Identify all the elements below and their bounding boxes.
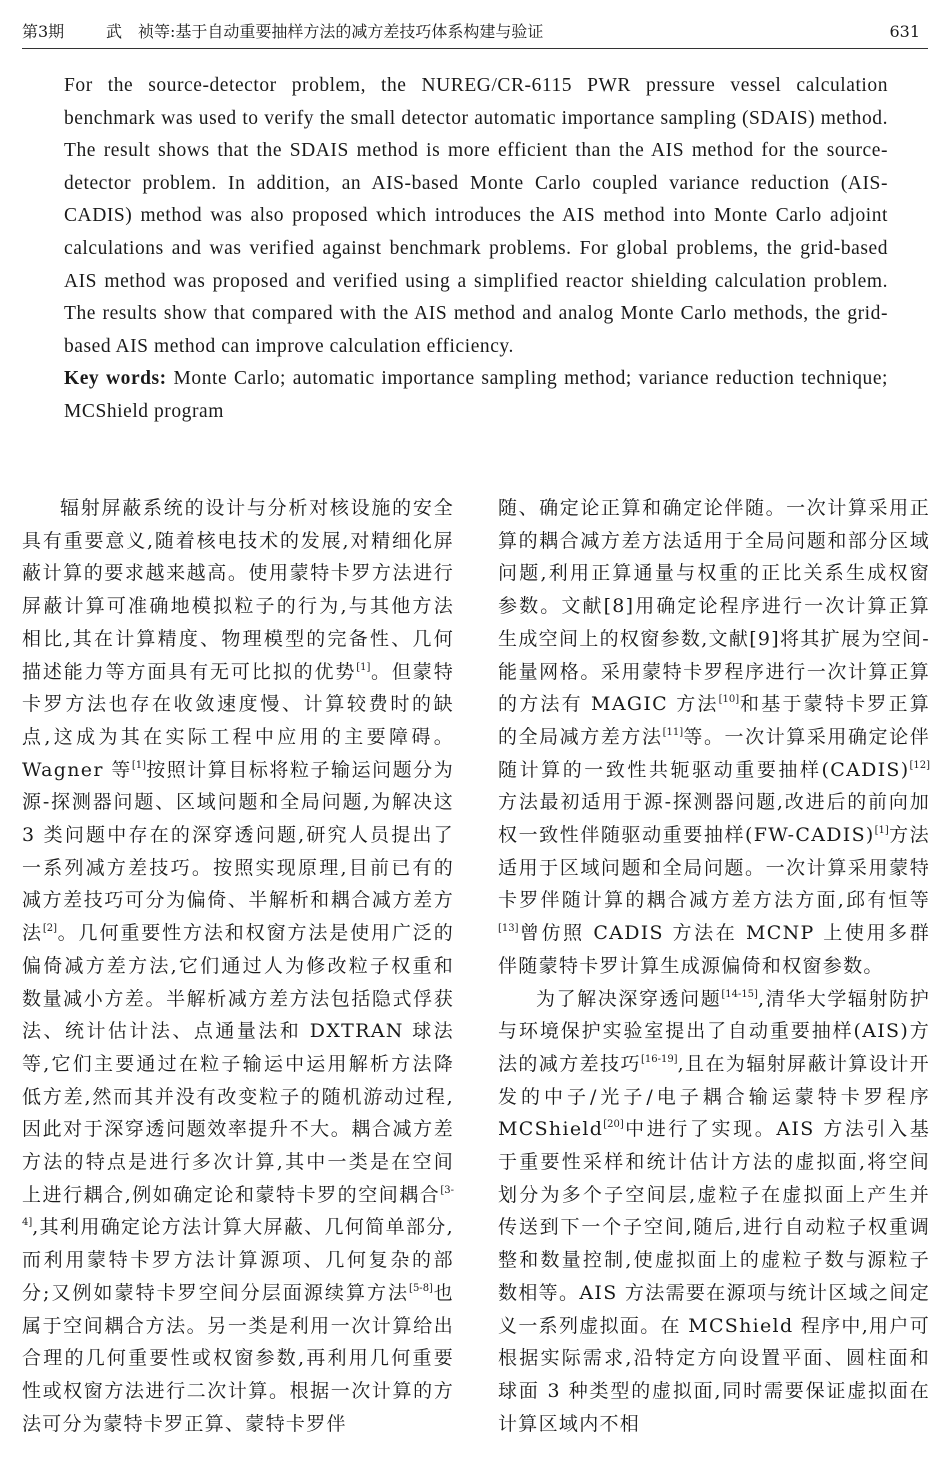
- text-run: 等。一次计算采用确定论伴随计算的一致性共轭驱动重要抽样(CADIS): [498, 725, 930, 781]
- citation[interactable]: [1]: [874, 825, 889, 837]
- citation[interactable]: [11]: [662, 726, 684, 738]
- running-head: [22, 0, 928, 54]
- text-run: 辐射屏蔽系统的设计与分析对核设施的安全具有重要意义,随着核电技术的发展,对精细化屏蔽计算的要求越来越高。使用蒙特卡罗方法进行屏蔽计算可准确地模拟粒子的行为,与其他方法相比,其在计算精度、物理模型的完备性、几何描述能力等方面具有无可比拟的优势: [22, 497, 454, 683]
- citation[interactable]: [16-19]: [640, 1053, 678, 1065]
- text-run: 。但蒙特卡罗方法也存在收敛速度慢、计算较费时的缺点,这成为其在实际工程中应用的主要障碍。Wagner 等: [22, 660, 455, 781]
- citation[interactable]: [1]: [356, 661, 371, 673]
- text-run: 和基于蒙特卡罗正算的全局减方差方法: [498, 693, 930, 748]
- keywords-label: Key words:: [64, 368, 167, 390]
- text-run: 。几何重要性方法和权窗方法是使用广泛的偏倚减方差方法,它们通过人为修改粒子权重和数量减小方差。半解析减方差方法包括隐式俘获法、统计估计法、点通量法和 DXTRAN 球法等,它们主要通过在粒子输运中运用解析方法降低方差,然而其并没有改变粒子的随机游动过程,因此对于深穿透问题效率提升不大。耦合减方差方法的特点是进行多次计算,其中一类是在空间上进行耦合,例如确定论和蒙特卡罗的空间耦合: [22, 922, 455, 1206]
- citation[interactable]: [1]: [131, 759, 147, 771]
- left-column: [22, 492, 454, 1440]
- text-run: 为了解决深穿透问题: [536, 987, 722, 1010]
- text-run: 随、确定论正算和确定论伴随。一次计算采用正算的耦合减方差方法适用于全局问题和部分区域问题,利用正算通量与权重的正比关系生成权窗参数。文献[8]用确定论程序进行一次计算正算生成空间上的权窗参数,文献[9]将其扩展为空间-能量网格。采用蒙特卡罗程序进行一次计算正算的方法有 MAGIC 方法: [498, 497, 930, 716]
- page-number: 631: [889, 22, 920, 41]
- intro-paragraph-2: [498, 983, 930, 1441]
- text-run: 方法适用于区域问题和全局问题。一次计算采用蒙特卡罗伴随计算的耦合减方差方法方面,邱有恒等: [498, 824, 930, 912]
- citation[interactable]: [2]: [42, 923, 58, 935]
- text-run: 曾仿照 CADIS 方法在 MCNP 上使用多群伴随蒙特卡罗计算生成源偏倚和权窗参数。: [498, 922, 930, 977]
- issue-number: 第3期: [22, 22, 65, 41]
- citation[interactable]: [12]: [909, 759, 930, 771]
- english-abstract: [64, 70, 888, 429]
- keywords: [64, 363, 888, 428]
- citation[interactable]: [3-4]: [22, 1184, 454, 1229]
- keywords-text: Monte Carlo; automatic importance sampling method; variance reduction technique; MCShield program: [64, 368, 888, 422]
- right-column: [498, 492, 930, 1440]
- intro-paragraph-1: [22, 492, 454, 1440]
- text-run: 方法最初适用于源-探测器问题,改进后的前向加权一致性伴随驱动重要抽样(FW-CADIS): [498, 791, 930, 847]
- citation[interactable]: [10]: [718, 694, 740, 706]
- abstract-body: For the source-detector problem, the NUREG/CR-6115 PWR pressure vessel calculation benchmark was used to verify the small detector automatic importance sampling (SDAIS) method. The result shows that the SDAIS method is more efficient than the AIS method for the source-detector problem. In addition, an AIS-based Monte Carlo coupled variance reduction (AIS-CADIS) method was also proposed which introduces the AIS method into Monte Carlo adjoint calculations and was verified against benchmark problems. For global problems, the grid-based AIS method was proposed and verified using a simplified reactor shielding calculation problem. The results show that compared with the AIS method and analog Monte Carlo methods, the grid-based AIS method can improve calculation efficiency.: [64, 75, 888, 357]
- header-rule: [22, 48, 928, 49]
- text-run: 也属于空间耦合方法。另一类是利用一次计算给出合理的几何重要性或权窗参数,再利用几何重要性或权窗方法进行二次计算。根据一次计算的方法可分为蒙特卡罗正算、蒙特卡罗伴: [22, 1281, 454, 1435]
- text-run: ,且在为辐射屏蔽计算设计开发的中子/光子/电子耦合输运蒙特卡罗程序 MCShield: [498, 1052, 930, 1141]
- citation[interactable]: [5-8]: [409, 1282, 433, 1294]
- text-run: 中进行了实现。AIS 方法引入基于重要性采样和统计估计方法的虚拟面,将空间划分为多个子空间层,虚粒子在虚拟面上产生并传送到下一个子空间,随后,进行自动粒子权重调整和数量控制,使虚拟面上的虚粒子数与源粒子数相等。AIS 方法需要在源项与统计区域之间定义一系列虚拟面。在 MCShield 程序中,用户可根据实际需求,沿特定方向设置平面、圆柱面和球面 3 种类型的虚拟面,同时需要保证虚拟面在计算区域内不相: [498, 1118, 930, 1435]
- text-run: ,其利用确定论方法计算大屏蔽、几何简单部分,而利用蒙特卡罗方法计算源项、几何复杂的部分;又例如蒙特卡罗空间分层面源续算方法: [22, 1216, 454, 1304]
- intro-paragraph-1-continued: [498, 492, 930, 983]
- citation[interactable]: [20]: [603, 1119, 624, 1131]
- citation[interactable]: [13]: [498, 923, 519, 935]
- running-title: 武 祯等:基于自动重要抽样方法的减方差技巧体系构建与验证: [106, 22, 544, 41]
- citation[interactable]: [14-15]: [721, 988, 758, 1000]
- text-run: ,清华大学辐射防护与环境保护实验室提出了自动重要抽样(AIS)方法的减方差技巧: [498, 987, 931, 1075]
- text-run: 按照计算目标将粒子输运问题分为源-探测器问题、区域问题和全局问题,为解决这 3 类问题中存在的深穿透问题,研究人员提出了一系列减方差技巧。按照实现原理,目前已有的减方差技巧可分为偏倚、半解析和耦合减方差方法: [22, 758, 454, 945]
